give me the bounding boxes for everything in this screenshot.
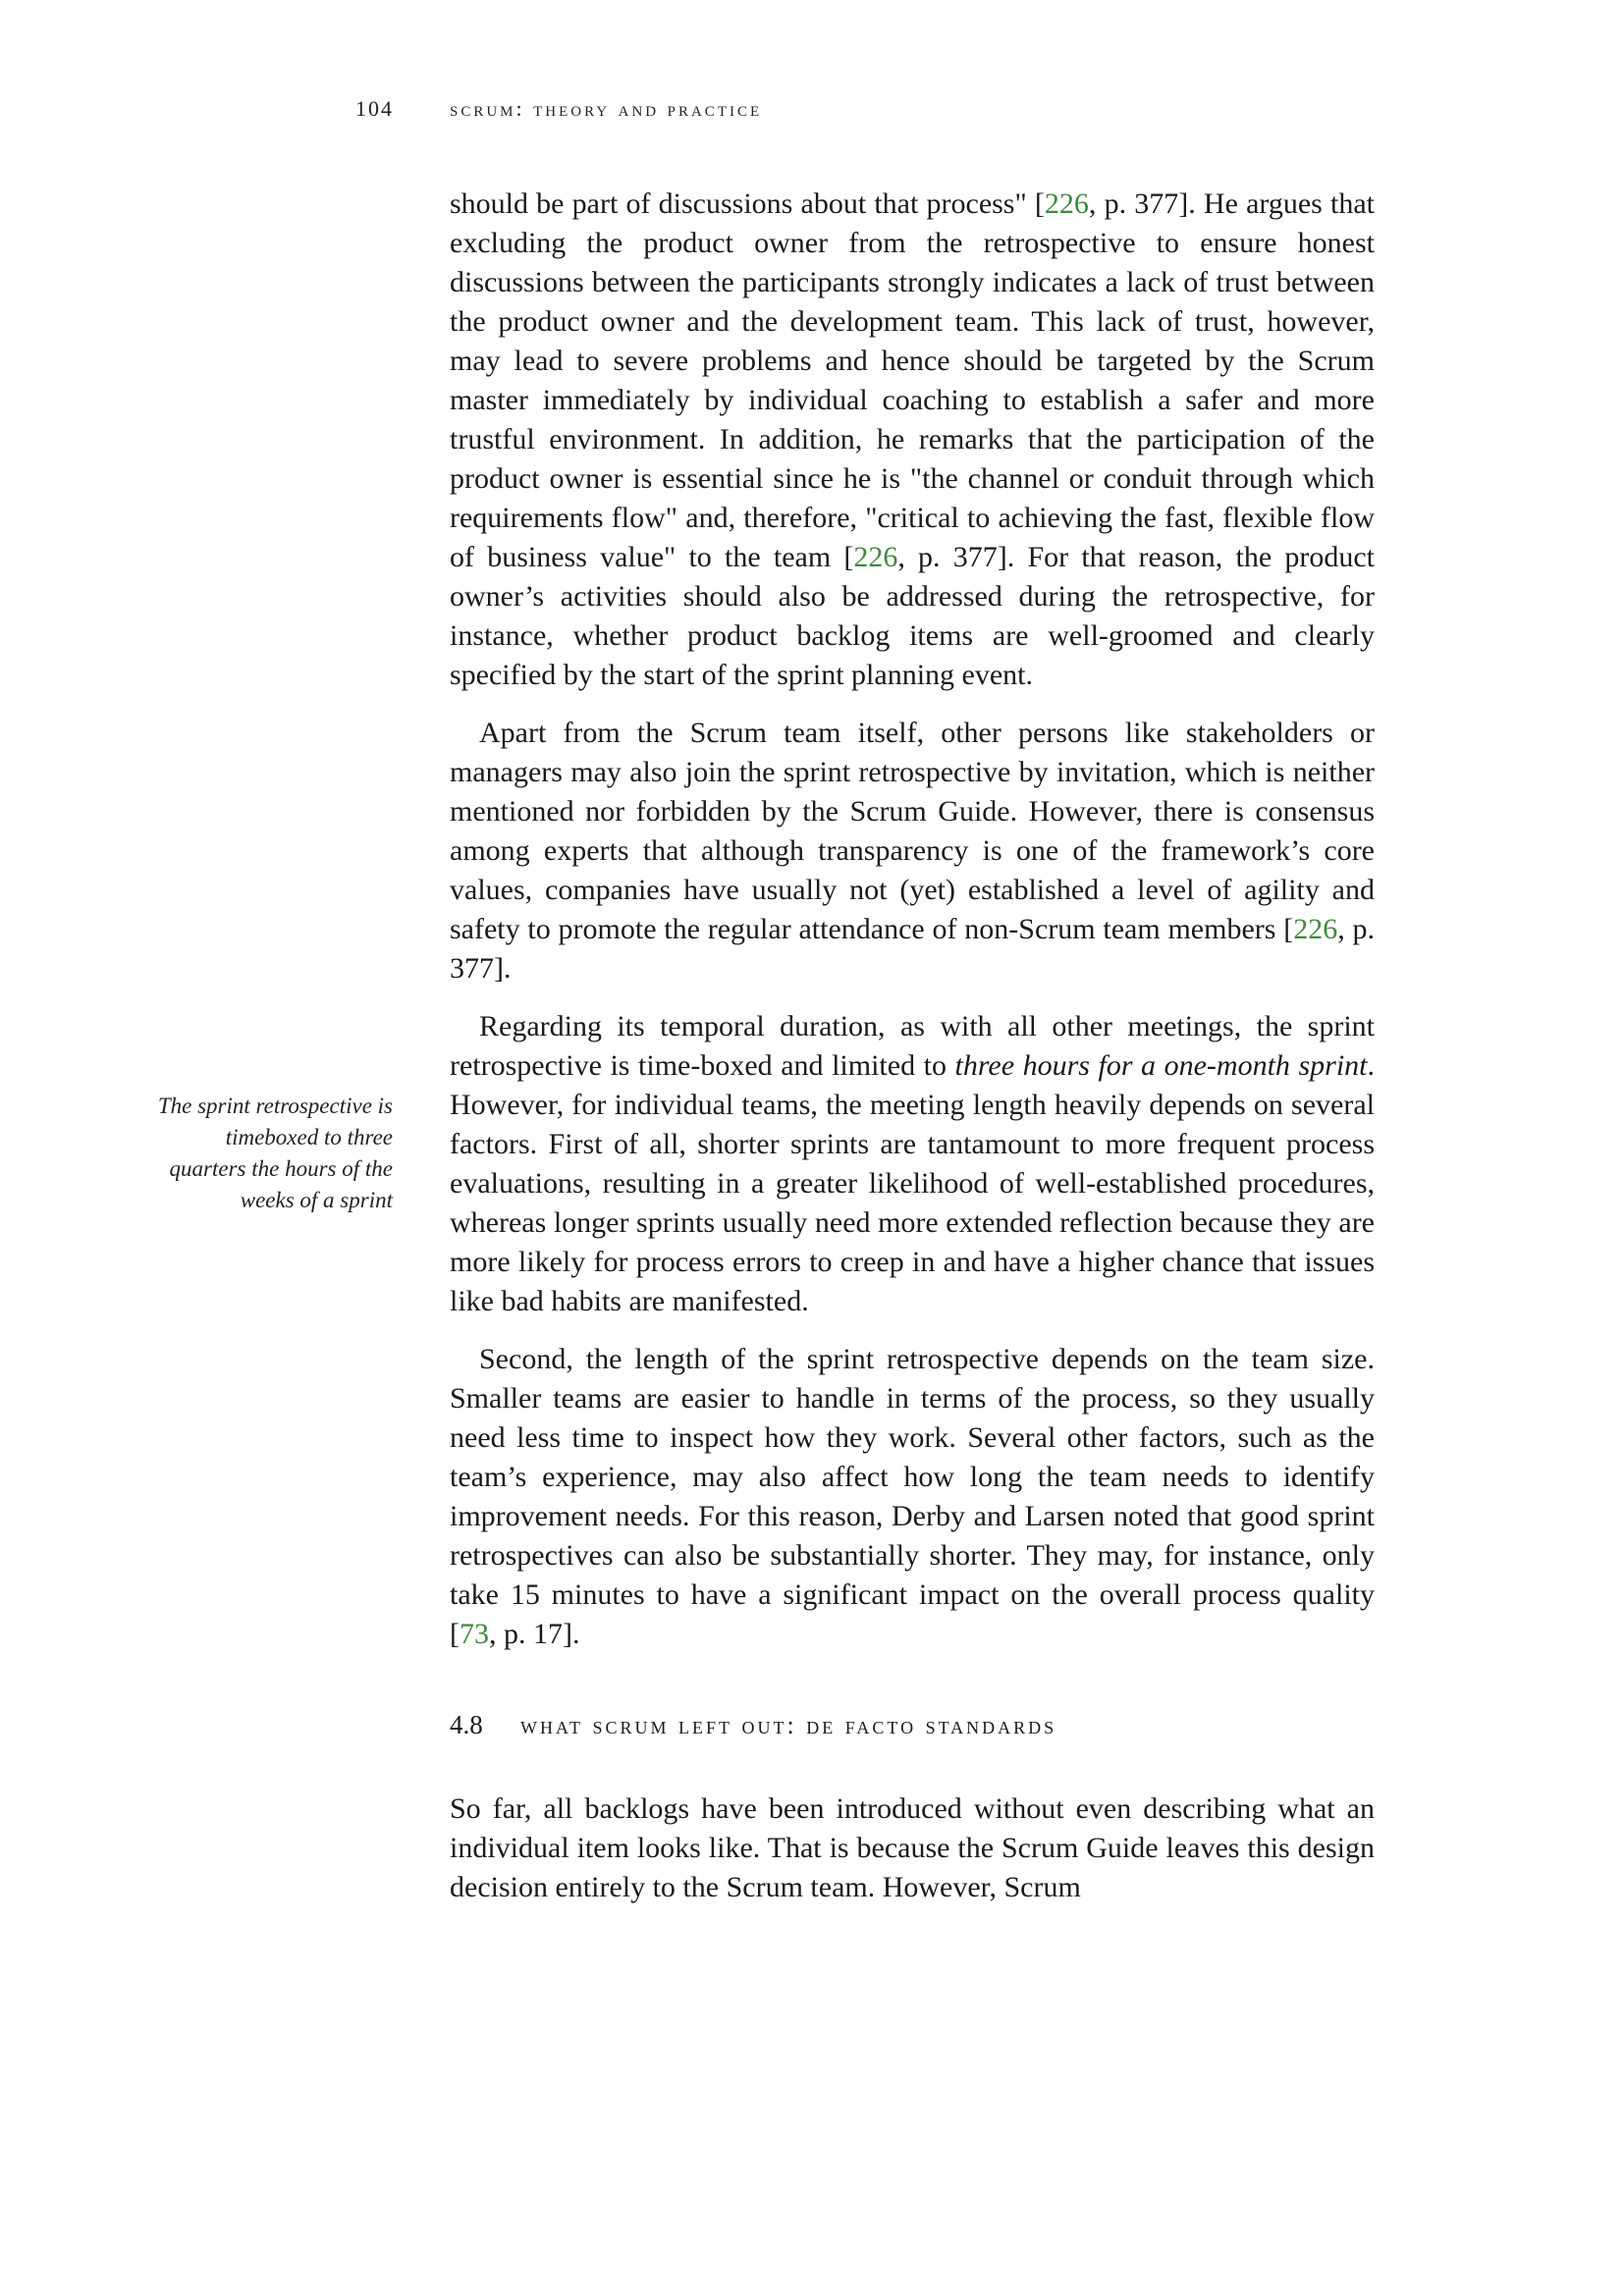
paragraph-text: Apart from the Scrum team itself, other persons like stakeholders or managers may also join the sprint retrospective by invitation, which is neither mentioned nor forbidden by the Scrum Guide. However, there is consensus among experts that although transparency is one of the framework’s core values, companies have usually not (yet) established a level of agility and safety to promote the regular attendance of non-Scrum team members [ (450, 717, 1375, 945)
paragraph-text: . However, for individual teams, the meeting length heavily depends on several factors. First of all, shorter sprints are tantamount to more frequent process evaluations, resulting in a greater likelihood of well-established procedures, whereas longer sprints usually need more extended reflection because they are more likely for process errors to creep in and have a higher chance that issues like bad habits are manifested. (450, 1049, 1375, 1317)
citation-link[interactable]: 73 (460, 1618, 489, 1650)
paragraph-product-owner (450, 185, 1375, 695)
paragraph-stakeholders (450, 714, 1375, 988)
citation-link[interactable]: 226 (1044, 187, 1089, 220)
paragraph-text: should be part of discussions about that process" [ (450, 187, 1045, 220)
paragraph-de-facto-standards: So far, all backlogs have been introduced without even describing what an individual item looks like. That is because the Scrum Guide leaves this design decision entirely to the Scrum team. However, Scrum (450, 1792, 1375, 1903)
paragraph-duration (450, 1007, 1375, 1321)
margin-note: The sprint retrospective is timeboxed to three quarters the hours of the weeks of a sprint (157, 1094, 393, 1212)
emphasis-timebox: three hours for a one-month sprint (954, 1049, 1368, 1082)
citation-link[interactable]: 226 (1293, 913, 1338, 945)
chapter-title: scrum: theory and practice (450, 96, 763, 121)
section-title: what scrum left out: de facto standards (520, 1711, 1057, 1739)
paragraph-text: Regarding its temporal duration, as with all other meetings, the sprint retrospective is time-boxed and limited to (450, 1010, 1375, 1082)
running-head (355, 96, 762, 122)
main-text-column (450, 185, 1375, 1926)
paragraph-text: , p. 17]. (489, 1618, 580, 1650)
paragraph-text: Second, the length of the sprint retrospective depends on the team size. Smaller teams are easier to handle in terms of the process, so they usually need less time to inspect how they work. Several other factors, such as the team’s experience, may also affect how long the team needs to identify improvement needs. For this reason, Derby and Larsen noted that good sprint retrospectives can also be substantially shorter. They may, for instance, only take 15 minutes to have a significant impact on the overall process quality [ (450, 1343, 1375, 1650)
section-heading (450, 1705, 1375, 1745)
paragraph-team-size (450, 1340, 1375, 1654)
paragraph-text: , p. 377]. For that reason, the product owner’s activities should also be addressed during the retrospective, for instance, whether product backlog items are well-groomed and clearly specified by the start of the sprint planning event. (450, 541, 1375, 691)
section-number: 4.8 (450, 1710, 483, 1739)
paragraph-text: , p. 377]. (450, 913, 1375, 985)
page-number: 104 (355, 96, 394, 121)
paragraph-text: , p. 377]. He argues that excluding the product owner from the retrospective to ensure honest discussions between the participants strongly indicates a lack of trust between the product owner and the development team. This lack of trust, however, may lead to severe problems and hence should be targeted by the Scrum master immediately by individual coaching to establish a safer and more trustful environment. In addition, he remarks that the participation of the product owner is essential since he is "the channel or conduit through which requirements flow" and, therefore, "critical to achieving the fast, flexible flow of business value" to the team [ (450, 187, 1375, 573)
citation-link[interactable]: 226 (853, 541, 898, 573)
